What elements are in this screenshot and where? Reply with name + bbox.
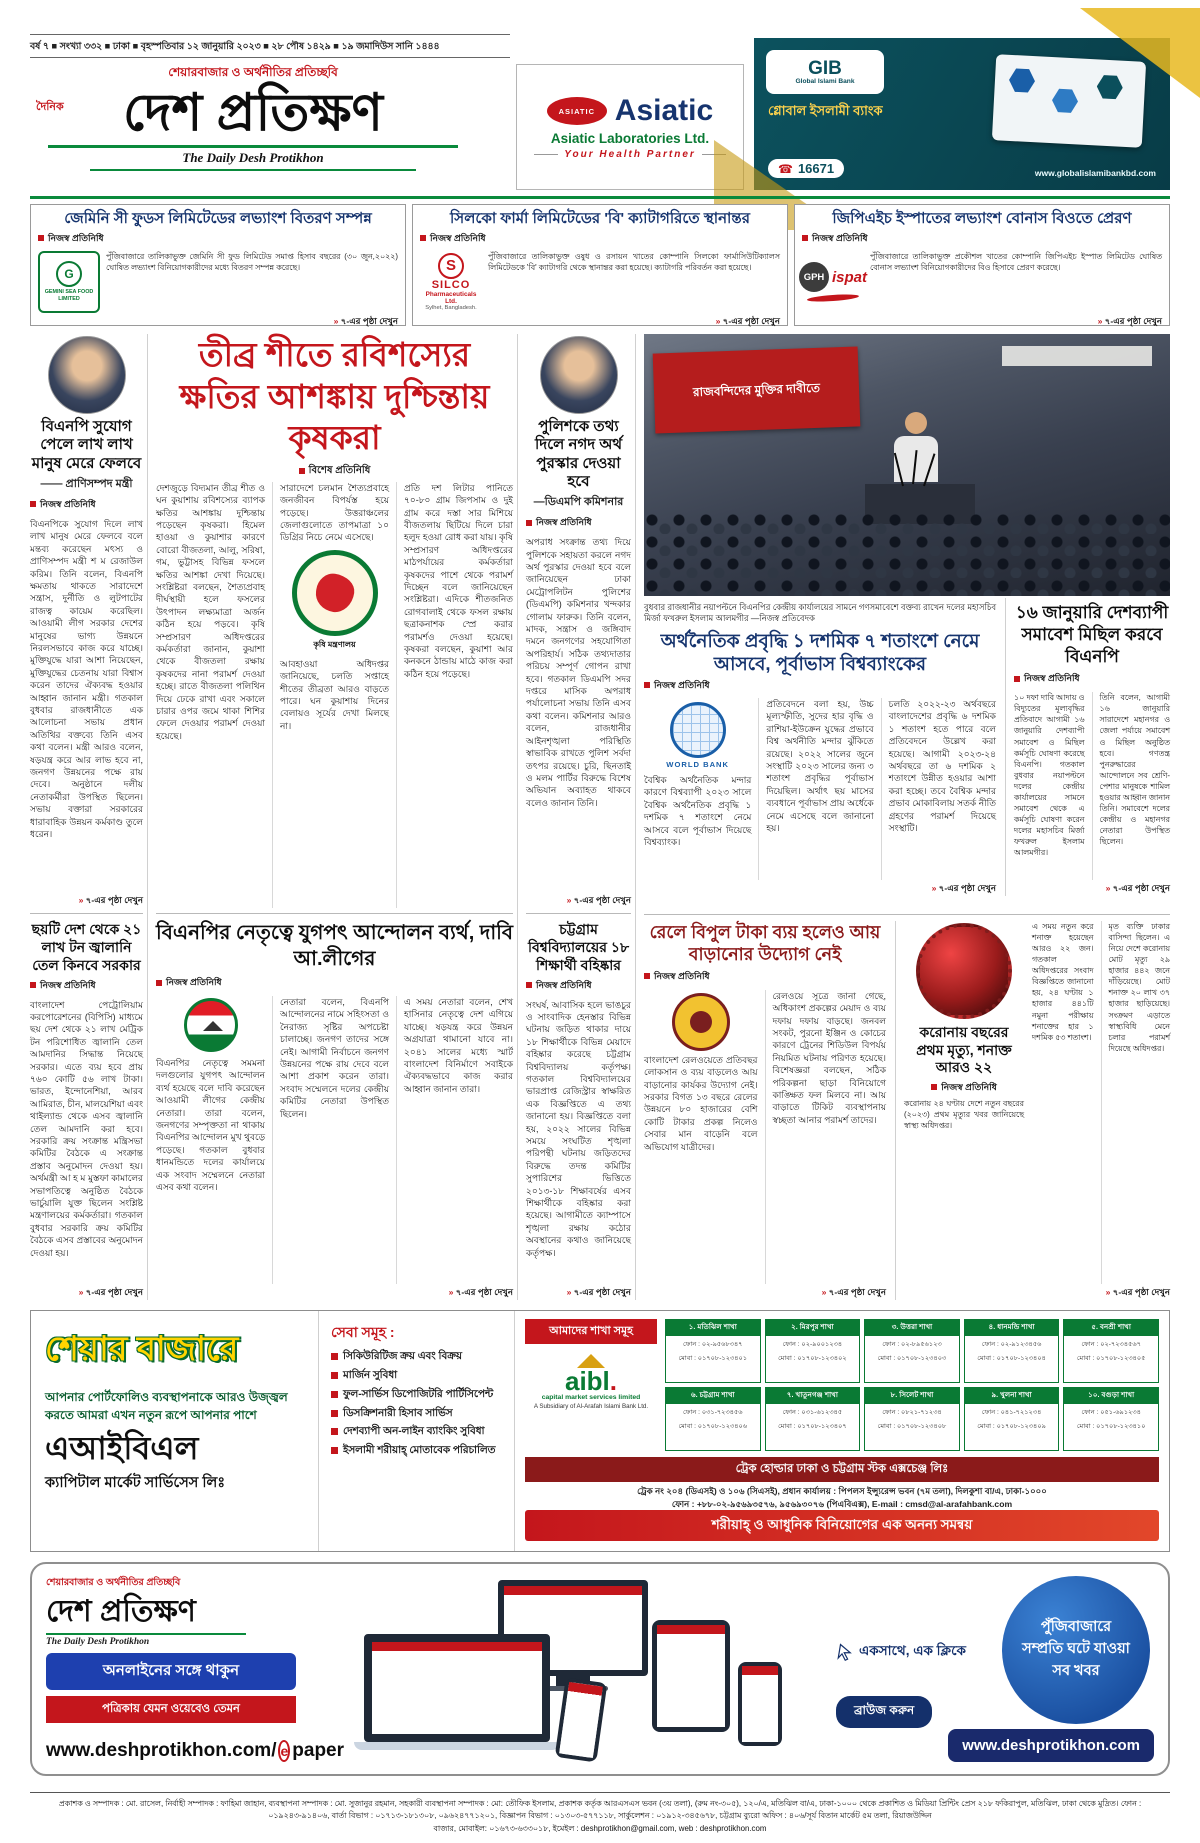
service-item: ফুল-সার্ভিস ডিপোজিটরি পার্টিসিপেন্ট bbox=[331, 1389, 502, 1402]
article-corona bbox=[895, 921, 1170, 1300]
photo-and-articles bbox=[644, 334, 1170, 908]
byline: নিজস্ব প্রতিনিধি bbox=[30, 978, 143, 993]
brief-headline: জেমিনি সী ফুডস লিমিটেডের লভ্যাংশ বিতরণ সম্পন্ন bbox=[64, 210, 372, 227]
aibl-brand-bn: এআইবিএল bbox=[45, 1430, 199, 1466]
byline: নিজস্ব প্রতিনিধি bbox=[420, 231, 780, 246]
masthead-title: দৈনিক দেশ প্রতিক্ষণ bbox=[36, 84, 383, 142]
silco-pharma-logo: S SILCO Pharmaceuticals Ltd. Sylhet, Bangladesh. bbox=[420, 251, 482, 313]
worldbank-col-1: WORLD BANK বৈশ্বিক অর্থনৈতিক মন্দার কারণে বিশ্বব্যাপী ২০২৩ সালে বৈশ্বিক অর্থনৈতিক প্রবৃদ্ধি ১ দশমিক ৭ শতাংশে নেমে আসবে বলে পূর্বাভাস দিয়েছে বিশ্বব্যাংক। bbox=[644, 698, 751, 880]
service-item: সিকিউরিটিজ ক্রয় এবং বিক্রয় bbox=[331, 1351, 502, 1364]
photo-caption: বুধবার রাজধানীর নয়াপল্টনে বিএনপির কেন্দ্রীয় কার্যালয়ের সামনে গণসমাবেশে বক্তব্য রাখেন দলের মহাসচিব মির্জা ফখরুল ইসলাম আলমগীর —নিজস্ব প্রতিবেদক bbox=[644, 602, 996, 624]
article-body: বাংলাদেশ পেট্রোলিয়াম করপোরেশনের (বিপিসি) মাধ্যমে ছয় দেশ থেকে ২১ লাখ মেট্রিক টন পরিশোধিত জ্বালানি তেল আমদানির সিদ্ধান্ত নিয়েছে সরকার। এতে ব্যয় হবে প্রায় ৭৬০ কোটি ৫৬ লাখ টাকা। ভারত, ইন্দোনেশিয়া, আরব আমিরাত, চীন, মালয়েশিয়া এবং থাইল্যান্ড থেকে এসব জ্বালানি তেল আমদানি করা হবে। সরকারি ক্রয় সংক্রান্ত মন্ত্রিসভা কমিটির বৈঠকে এ সংক্রান্ত প্রস্তাব অনুমোদন দেওয়া হয়। অর্থমন্ত্রী আ হ ম মুস্তফা কামালের সভাপতিত্বে অনুষ্ঠিত বৈঠকে ভার্চুয়ালি যুক্ত ছিলেন সংশ্লিষ্ট মন্ত্রণালয়ের কর্মকর্তারা। গতকাল বুধবার সরকারি ক্রয় কমিটির বৈঠকে এসব প্রস্তাবের অনুমোদন দেওয়া হয়। bbox=[30, 999, 143, 1258]
bullet-square-icon bbox=[331, 1391, 338, 1398]
services-title: সেবা সমূহ : bbox=[331, 1324, 395, 1340]
see-page-7-link[interactable]: » ৭-এর পৃষ্ঠা দেখুন bbox=[448, 1287, 513, 1297]
epaper-url-link[interactable]: www.deshprotikhon.com/ e paper bbox=[46, 1740, 345, 1761]
byline-bullet-icon bbox=[644, 973, 650, 979]
dateline: বর্ষ ৭ ■ সংখ্যা ৩৩২ ■ ঢাকা ■ বৃহস্পতিবার ১২ জানুয়ারি ২০২৩ ■ ২৮ পৌষ ১৪২৯ ■ ১৯ জমাদিউস সানি ১৪৪৪ bbox=[30, 34, 510, 58]
worldbank-col-3: চলতি ২০২২-২৩ অর্থবছরে বাংলাদেশের প্রবৃদ্ধি ৬ দশমিক ১ শতাংশ হতে পারে বলে প্রতিবেদনে উল্লেখ করা হয়েছে। আগামী ২০২৩-২৪ অর্থবছরে তা ৬ দশমিক ২ শতাংশে উন্নীত হওয়ার আশা করা হচ্ছে। তবে বৈশ্বিক মন্দার প্রভাব মোকাবিলায় সতর্ক নীতি গ্রহণের পরামর্শ দিয়েছে সংস্থাটি। bbox=[881, 698, 996, 880]
aibl-slogan-banner: শরীয়াহ্ ও আধুনিক বিনিয়োগের এক অনন্য সমন্বয় bbox=[525, 1510, 1159, 1541]
middle-narrow-column bbox=[517, 334, 631, 1300]
imprint-line-1: প্রকাশক ও সম্পাদক : মো. রাসেল, নির্বাহী সম্পাদক : ফাহিমা জাহান, ব্যবস্থাপনা সম্পাদক : মো. সুজানুর রহমান, সহকারী ব্যবস্থাপনা সম্পাদক : মো: তৌফিক ইসলাম, প্রকাশক কর্তৃক আরএসএস ভবন (৩য় তলা), (রুম নং-৩০৫), ১২০/এ, মতিঝিল বা/এ, ঢাকা-১০০০ থেকে প্রকাশিত ও মিডিয়া প্রিন্টিং প্রেস ২১৮ ফকিরাপুল, মতিঝিল, ঢাকা থেকে মুদ্রিত। ফোন : ০১৯২৪৩-৯১৪০৬, বার্তা বিভাগ : ০১৭১৩-১৮১৩০৮, ০৯৬২৪৭৭১২০১, বিজ্ঞাপন বিভাগ : ০১৩০৩-৫৭৭১১৮, সার্কুলেশন : ০১৯১২-৩৪৫৬৭৮, চট্টগ্রাম ব্যুরো অফিস : ৪০৬/সূর্য বিতান মার্কেট ৫ম তলা, রিয়াজউদ্দিন bbox=[58, 1799, 1142, 1821]
rally-banner-strip bbox=[1002, 346, 1152, 366]
see-page-7-link[interactable]: » ৭-এর পৃষ্ঠা দেখুন bbox=[78, 1287, 143, 1297]
article-attribution: —— প্রাণিসম্পদ মন্ত্রী bbox=[40, 477, 133, 490]
byline-bullet-icon bbox=[931, 1084, 937, 1090]
seal-emblem-icon bbox=[292, 550, 378, 636]
globe-icon bbox=[670, 702, 726, 758]
right-wide-column bbox=[635, 334, 1170, 1300]
asiatic-name: Asiatic bbox=[614, 94, 714, 127]
byline: নিজস্ব প্রতিনিধি bbox=[526, 978, 631, 993]
byline: নিজস্ব প্রতিনিধি bbox=[644, 969, 886, 984]
world-bank-logo: WORLD BANK bbox=[644, 702, 751, 769]
top-briefs-row bbox=[30, 204, 1170, 326]
asiatic-logo: ASIATIC bbox=[547, 97, 607, 125]
brief-gph bbox=[794, 204, 1170, 326]
byline: নিজস্ব প্রতিনিধি bbox=[644, 678, 996, 693]
article-body: বিএনপিকে সুযোগ দিলে লাখ লাখ মানুষ মেরে ফেলবে বলে মন্তব্য করেছেন মৎস্য ও প্রাণিসম্পদ মন্ত্রী শ ম র‌েজাউল করিম। তিনি বলেন, বিএনপি ক্ষমতায় থাকতে সারাদেশে সন্ত্রাস, দুর্নীতি ও লুটপাটের রাজত্ব কায়েম করেছিল। আওয়ামী লীগ সরকার দেশের মানুষের ভাগ্য উন্নয়নে নিরলসভাবে কাজ করে যাচ্ছে। মুক্তিযুদ্ধে যারা আশা নিয়েছেন, মুক্তিযুদ্ধের চেতনায় যারা বিশ্বাস করেন তাদের ঐক্যবদ্ধ হওয়ার আহ্বান জানান মন্ত্রী। গতকাল বুধবার রাজধানীতে এক আলোচনা সভায় প্রধান অতিথির বক্তব্যে তিনি এসব কথা বলেন। মন্ত্রী আরও বলেন, ষড়যন্ত্র করে আর লাভ হবে না, জনগণ উন্নয়নের পক্ষে রায় দেবে। অনুষ্ঠানে দলীয় নেতাকর্মীরা উপস্থিত ছিলেন। সভায় বক্তারা সরকারের ধারাবাহিক উন্নয়ন কর্মকাণ্ড তুলে ধরেন। bbox=[30, 518, 143, 840]
see-page-7-link[interactable]: » ৭-এর পৃষ্ঠা দেখুন bbox=[1097, 315, 1162, 326]
corona-col-2: মৃত ব্যক্তি ঢাকার বাসিন্দা ছিলেন। এ নিয়ে দেশে করোনায় মোট মৃত্যু ২৯ হাজার ৪৪২ জনে দাঁড়িয়েছে। মোট শনাক্ত ২০ লাখ ৩৭ হাজার ছাড়িয়েছে। সংক্রমণ এড়াতে স্বাস্থ্যবিধি মেনে চলার পরামর্শ দিয়েছে অধিদপ্তর। bbox=[1101, 921, 1171, 1284]
awami-league-logo bbox=[184, 998, 238, 1052]
one-click-label: একসাথে, এক ক্লিকে bbox=[836, 1640, 966, 1663]
byline-bullet-icon bbox=[1014, 676, 1020, 682]
jan16-col-1: ১০ দফা দাবি আদায় ও বিদ্যুতের মূল্যবৃদ্ধির প্রতিবাদে আগামী ১৬ জানুয়ারি দেশব্যাপী সমাবেশ ও মিছিল কর্মসূচি ঘোষণা করেছে বিএনপি। গতকাল বুধবার নয়াপল্টনে দলের কেন্দ্রীয় কার্যালয়ের সামনে সমাবেশ থেকে এ কর্মসূচি ঘোষণা করেন দলের মহাসচিব মির্জা ফখরুল ইসলাম আলমগীর। bbox=[1014, 693, 1085, 858]
aibl-capital-market-ad[interactable] bbox=[30, 1310, 1170, 1552]
masthead-divider bbox=[30, 196, 1170, 199]
jugpot-col-3: এ সময় নেতারা বলেন, শেখ হাসিনার নেতৃত্বে দেশ এগিয়ে যাচ্ছে। ষড়যন্ত্র করে উন্নয়ন অগ্রযাত্রা থামানো যাবে না। ২০৪১ সালের মধ্যে স্মার্ট বাংলাদেশ বিনির্মাণে সবাইকে ঐক্যবদ্ধভাবে কাজ করার আহ্বান জানান তারা। bbox=[396, 996, 513, 1284]
lead-byline: বিশেষ প্রতিনিধি bbox=[156, 463, 513, 480]
bullet-square-icon bbox=[331, 1447, 338, 1454]
jugpot-col-2: নেতারা বলেন, বিএনপি আন্দোলনের নামে সহিংসতা ও নৈরাজ্য সৃষ্টির অপচেষ্টা চালাচ্ছে। জনগণ তাদের সঙ্গে নেই। আগামী নির্বাচনে জনগণ উন্নয়নের পক্ষে রায় দেবে বলে আশা প্রকাশ করেন তারা। সংবাদ সম্মেলনে দলের কেন্দ্রীয় কমিটির নেতারা উপস্থিত ছিলেন। bbox=[272, 996, 389, 1284]
brief-body: পুঁজিবাজারে তালিকাভুক্ত ওষুধ ও রসায়ন খাতের কোম্পানি সিলকো ফার্মাসিউটিক্যালস লিমিটেডকে 'বি' ক্যাটাগরি থেকে স্থানান্তর করা হয়েছে। ক্যাটাগরি পরিবর্তন করা হয়েছে। bbox=[488, 251, 780, 272]
laptop-base bbox=[354, 1742, 560, 1750]
bullet-square-icon bbox=[331, 1410, 338, 1417]
article-minister bbox=[30, 334, 143, 908]
article-headline: করোনায় বছরের প্রথম মৃত্যু, শনাক্ত আরও ২২ bbox=[916, 1024, 1012, 1075]
article-headline: বিএনপি সুযোগ পেলে লাখ লাখ মানুষ মেরে ফেলবে bbox=[31, 418, 142, 472]
news-circle-badge: পুঁজিবাজারে সম্প্রতি ঘটে যাওয়া সব খবর bbox=[1002, 1576, 1150, 1724]
aibl-promo-title: শেয়ার বাজারে bbox=[45, 1330, 239, 1368]
see-page-7-link[interactable]: » ৭-এর পৃষ্ঠা দেখুন bbox=[821, 1287, 886, 1297]
gib-name-bn: গ্লোবাল ইসলামী ব্যাংক bbox=[768, 103, 883, 118]
article-fuel bbox=[30, 913, 143, 1300]
corona-col-1: এ সময় নতুন করে শনাক্ত হয়েছেন আরও ২২ জন। গতকাল অধিদপ্তরের সংবাদ বিজ্ঞপ্তিতে জানানো হয়, ২৪ ঘণ্টায় ১ হাজার ৪৪১টি নমুনা পরীক্ষায় শনাক্তের হার ১ দশমিক ৫৩ শতাংশ। bbox=[1032, 922, 1094, 1042]
byline: নিজস্ব প্রতিনিধি bbox=[38, 231, 398, 246]
masthead-tagline: শেয়ারবাজার ও অর্থনীতির প্রতিচ্ছবি bbox=[168, 65, 338, 79]
jan16-col-2: তিনি বলেন, আগামী ১৬ জানুয়ারি সারাদেশে মহানগর ও জেলা পর্যায়ে সমাবেশ ও মিছিল অনুষ্ঠিত হবে। গণতন্ত্র পুনরুদ্ধারের আন্দোলনে সব শ্রেণি-পেশার মানুষকে শামিল হওয়ার আহ্বান জানান তিনি। সমাবেশে দলের কেন্দ্রীয় ও মহানগর নেতারা উপস্থিত ছিলেন। bbox=[1092, 692, 1171, 880]
brief-body: পুঁজিবাজারে তালিকাভুক্ত প্রকৌশল খাতের কোম্পানি জিপিএইচ ইস্পাত লিমিটেড ঘোষিত বোনাস লভ্যাংশ বিনিয়োগকারীদের বিও হিসাবে প্রেরণ করেছে। bbox=[870, 251, 1162, 272]
gib-url[interactable]: www.globalislamibankbd.com bbox=[1034, 168, 1156, 178]
byline-bullet-icon bbox=[644, 682, 650, 688]
services-list bbox=[331, 1351, 502, 1458]
agriculture-ministry-seal bbox=[280, 550, 389, 652]
service-item: দেশব্যাপী অন-লাইন ব্যাংকিং সুবিধা bbox=[331, 1426, 502, 1439]
article-body-columns bbox=[156, 996, 513, 1284]
byline-bullet-icon bbox=[526, 982, 532, 988]
bottom-right-articles bbox=[644, 914, 1170, 1300]
asiatic-company: Asiatic Laboratories Ltd. bbox=[550, 131, 710, 146]
divider bbox=[534, 154, 558, 155]
bullet-square-icon bbox=[331, 1372, 338, 1379]
tablet-mockup bbox=[652, 1620, 730, 1732]
dmp-commissioner-photo bbox=[540, 336, 618, 414]
article-headline: ছয়টি দেশ থেকে ২১ লাখ টন জ্বালানি তেল কিনবে সরকার bbox=[31, 921, 142, 974]
byline-bullet-icon bbox=[30, 982, 36, 988]
branch-box: ৪. ধানমন্ডি শাখা ফোন : ০২-৯১২৩৪৫৬ মোবা : ০১৭০৮-১২৩৪০৪ bbox=[964, 1319, 1060, 1383]
worldbank-article-area bbox=[644, 598, 996, 896]
service-item: ডিসক্রিশনারী হিসাব সার্ভিস bbox=[331, 1408, 502, 1421]
rail-col-2: রেলওয়ে সূত্রে জানা গেছে, অধিকাংশ প্রকল্পের মেয়াদ ও ব্যয় দফায় দফায় বাড়ছে। জনবল সংকট, পুরনো ইঞ্জিন ও কোচের কারণে ট্রেনের শিডিউল বিপর্যয় নিয়মিত ঘটনায় পরিণত হয়েছে। বিশেষজ্ঞরা বলছেন, সঠিক পরিকল্পনা ছাড়া বিনিয়োগে কাঙ্ক্ষিত ফল মিলবে না। আয় বাড়াতে টিকিট ব্যবস্থাপনায় স্বচ্ছতা আনার পরামর্শ তাদের। bbox=[765, 990, 887, 1284]
promo-left bbox=[46, 1576, 345, 1762]
gib-bank-ad-banner[interactable] bbox=[754, 38, 1170, 190]
aibl-promo-panel bbox=[31, 1311, 319, 1551]
branch-box: ৭. খাতুনগঞ্জ শাখা ফোন : ০৩১-৬১২৩৪৫ মোবা : ০১৭০৮-১২৩৪০৭ bbox=[765, 1387, 861, 1451]
imprint-footer bbox=[30, 1792, 1170, 1835]
article-ctg bbox=[526, 913, 631, 1300]
article-lead bbox=[156, 334, 513, 908]
rally-banner: রাজবন্দিদের মুক্তির দাবীতে bbox=[653, 346, 861, 433]
see-page-7-link[interactable]: » ৭-এর পৃষ্ঠা দেখুন bbox=[566, 895, 631, 905]
article-body-columns bbox=[644, 698, 996, 880]
brief-body: পুঁজিবাজারে তালিকাভুক্ত জেমিনি সী ফুড লিমিটেড সমাপ্ত হিসাব বছরের (৩০ জুন,২০২২) ঘোষিত লভ্যাংশ বিনিয়োগকারীদের মধ্যে বিতরণ সম্পন্ন করেছে। bbox=[106, 251, 398, 272]
branch-box: ৫. বনশ্রী শাখা ফোন : ০২-৭২৩৪৫৬৭ মোবা : ০১৭০৮-১২৩৪০৫ bbox=[1063, 1319, 1159, 1383]
see-page-7-link[interactable]: » ৭-এর পৃষ্ঠা দেখুন bbox=[1105, 1287, 1170, 1297]
byline: নিজস্ব প্রতিনিধি bbox=[30, 497, 143, 512]
see-page-7-link[interactable]: » ৭-এর পৃষ্ঠা দেখুন bbox=[1105, 883, 1170, 893]
article-headline: চট্টগ্রাম বিশ্ববিদ্যালয়ের ১৮ শিক্ষার্থী বহিষ্কার bbox=[527, 921, 630, 974]
laptop-mockup bbox=[364, 1634, 550, 1742]
byline-bullet-icon bbox=[802, 235, 808, 241]
gib-logo: GIB Global Islami Bank bbox=[766, 50, 884, 94]
bullet-square-icon bbox=[331, 1428, 338, 1435]
see-page-7-link[interactable]: » ৭-এর পৃষ্ঠা দেখুন bbox=[715, 315, 780, 326]
promo-subtitle: The Daily Desh Protikhon bbox=[46, 1633, 246, 1647]
article-headline: ১৬ জানুয়ারি দেশব্যাপী সমাবেশ মিছিল করবে বিএনপি bbox=[1015, 603, 1169, 667]
article-headline: রেলে বিপুল টাকা ব্যয় হলেও আয় বাড়ানোর উদ্যোগ নেই bbox=[649, 922, 881, 965]
promo-right bbox=[836, 1576, 1154, 1762]
see-page-7-link[interactable]: » ৭-এর পৃষ্ঠা দেখুন bbox=[566, 1287, 631, 1297]
article-police bbox=[526, 334, 631, 908]
aibl-brand-sub: ক্যাপিটাল মার্কেট সার্ভিসেস লিঃ bbox=[45, 1475, 226, 1491]
bangladesh-map-icon bbox=[313, 571, 356, 614]
masthead-rule bbox=[48, 145, 458, 148]
see-page-7-link[interactable]: » ৭-এর পৃষ্ঠা দেখুন bbox=[333, 315, 398, 326]
aibl-logo-block bbox=[525, 1319, 657, 1451]
asiatic-ad-banner[interactable] bbox=[516, 64, 744, 190]
branch-box: ১. মতিঝিল শাখা ফোন : ০২-৯৫৬৮৩৪৭ মোবা : ০১৭০৮-১২৩৪০১ bbox=[665, 1319, 761, 1383]
phone-icon: ☎ bbox=[778, 161, 793, 176]
bangladesh-railway-logo bbox=[672, 993, 730, 1051]
lead-col-3: প্রতি দশ লিটার পানিতে ৭০-৮০ গ্রাম জিপসাম ও দুই গ্রাম করে দস্তা সার মিশিয়ে বীজতলায় ছিটিয়ে দিলে চারা হলুদ হওয়া রোধ করা যায়। কৃষি সম্প্রসারণ অধিদপ্তরের মাঠপর্যায়ের কর্মকর্তারা কৃষকদের পাশে থেকে পরামর্শ দিচ্ছেন বলে জানিয়েছেন সংশ্লিষ্টরা। এদিকে শীতজনিত রোগবালাই থেকে ফসল রক্ষায় ছত্রাকনাশক স্প্রে করার পরামর্শও দেওয়া হয়েছে। কৃষকরা বলছেন, কুয়াশা আর কনকনে ঠান্ডায় মাঠে কাজ করা কঠিন হয়ে পড়েছে। bbox=[396, 482, 513, 908]
article-body-columns bbox=[644, 990, 886, 1284]
devices-collage bbox=[348, 1576, 826, 1762]
byline-bullet-icon bbox=[30, 501, 36, 507]
byline-bullet-icon bbox=[156, 980, 162, 986]
asiatic-tagline: Your Health Partner bbox=[564, 149, 696, 160]
article-headline: বিএনপির নেতৃত্বে যুগপৎ আন্দোলন ব্যর্থ, দাবি আ.লীগের bbox=[156, 922, 513, 970]
article-rail bbox=[644, 921, 886, 1300]
byline: নিজস্ব প্রতিনিধি bbox=[526, 515, 631, 530]
corona-headline-area bbox=[904, 921, 1024, 1284]
hexagon-icon bbox=[1096, 73, 1123, 100]
branch-box: ৯. খুলনা শাখা ফোন : ০৪১-৭২১২৩৪ মোবা : ০১৭০৮-১২৩৪০৯ bbox=[964, 1387, 1060, 1451]
service-item: মার্জিন সুবিধা bbox=[331, 1370, 502, 1383]
web-banner: পত্রিকায় যেমন ওয়েবেও তেমন bbox=[46, 1696, 296, 1723]
rail-col-1: বাংলাদেশ রেলওয়েতে প্রতিবছর লোকসান ও ব্যয় বাড়লেও আয় বাড়ানোর কার্যকর উদ্যোগ নেই। সরকার বিগত ১৩ বছরে রেলের উন্নয়নে ৮০ হাজারের বেশি কোটি টাকার প্রকল্প নিলেও সেবার মান বাড়েনি বলে অভিযোগ যাত্রীদের। bbox=[644, 990, 758, 1284]
epaper-promo-banner[interactable] bbox=[30, 1562, 1170, 1776]
lead-col-1: দেশজুড়ে বিদ্যমান তীব্র শীত ও ঘন কুয়াশায় রবিশস্যের ব্যাপক ক্ষতির আশঙ্কায় দুশ্চিন্তায় পড়েছেন কৃষকরা। হিমেল হাওয়া ও কুয়াশার কারণে বোরো বীজতলা, আলু, সরিষা, গম, ভুট্টাসহ বিভিন্ন ফসলে ক্ষতির আশঙ্কা দেখা দিয়েছে। সংশ্লিষ্টরা বলছেন, শৈত্যপ্রবাহ দীর্ঘস্থায়ী হলে ফসলের উৎপাদন লক্ষ্যমাত্রা অর্জন কঠিন হয়ে পড়বে। কৃষি সম্প্রসারণ অধিদপ্তরের কর্মকর্তারা জানান, কুয়াশা থেকে বীজতলা রক্ষায় কৃষকদের নানা পরামর্শ দেওয়া হচ্ছে। রাতে বীজতলা পলিথিন দিয়ে ঢেকে রাখা এবং সকালে চারার ওপর জমে থাকা শিশির ফেলে দেওয়ার পরামর্শ দেওয়া হয়েছে। bbox=[156, 482, 265, 741]
byline: নিজস্ব প্রতিনিধি bbox=[156, 975, 513, 990]
worldbank-col-2: প্রতিবেদনে বলা হয়, উচ্চ মূল্যস্ফীতি, সুদের হার বৃদ্ধি ও রাশিয়া-ইউক্রেন যুদ্ধের প্রভাবে বিশ্ব অর্থনীতি মন্দার ঝুঁকিতে রয়েছে। ২০২২ সালের জুনে সংস্থাটি ২০২৩ সালের জন্য ৩ শতাংশ প্রবৃদ্ধির পূর্বাভাস দিয়েছিল। অর্থাৎ ছয় মাসের ব্যবধানে পূর্বাভাস প্রায় অর্ধেকে নেমে এসেছে বলে জানানো হয়। bbox=[758, 698, 873, 880]
promo-masthead: দেশ প্রতিক্ষণ bbox=[46, 1595, 196, 1628]
trek-holder-banner: ট্রেক হোল্ডার ঢাকা ও চট্টগ্রাম স্টক এক্সচেঞ্জ লিঃ bbox=[525, 1457, 1159, 1482]
aibl-logo: aibl. capital market services limited A Subsidiary of Al-Arafah Islami Bank Ltd. bbox=[534, 1354, 648, 1410]
brief-gemini bbox=[30, 204, 406, 326]
promo-tagline: শেয়ারবাজার ও অর্থনীতির প্রতিচ্ছবি bbox=[46, 1577, 181, 1588]
article-headline: অর্থনৈতিক প্রবৃদ্ধি ১ দশমিক ৭ শতাংশে নেমে আসবে, পূর্বাভাস বিশ্বব্যাংকের bbox=[660, 629, 980, 674]
bnp-rally-photo bbox=[644, 334, 1170, 596]
brief-silco bbox=[412, 204, 788, 326]
browse-button[interactable]: ব্রাউজ করুন bbox=[836, 1696, 932, 1728]
byline-bullet-icon bbox=[420, 235, 426, 241]
byline: নিজস্ব প্রতিনিধি bbox=[904, 1080, 1024, 1095]
jugpot-col-1: বিএনপির নেতৃত্বে সমমনা দলগুলোর যুগপৎ আন্দোলন ব্যর্থ হয়েছে বলে দাবি করেছেন আওয়ামী লীগের কেন্দ্রীয় নেতারা। তারা বলেন, জনগণের সম্পৃক্ততা না থাকায় বিএনপির আন্দোলন মুখ থুবড়ে পড়েছে। গতকাল বুধবার ধানমন্ডিতে দলের কার্যালয়ে এক সংবাদ সম্মেলনে নেতারা এসব কথা বলেন। bbox=[156, 996, 265, 1284]
branch-box: ৩. উত্তরা শাখা ফোন : ০২-৮৯৫৬১২৩ মোবা : ০১৭০৮-১২৩৪০৩ bbox=[864, 1319, 960, 1383]
lead-body-columns bbox=[156, 482, 513, 908]
article-attribution: —ডিএমপি কমিশনার bbox=[533, 496, 624, 509]
article-jugpot bbox=[156, 913, 513, 1300]
hexagon-icon bbox=[1051, 87, 1078, 114]
lead-headline: তীব্র শীতে রবিশস্যের ক্ষতির আশঙ্কায় দুশ্চিন্তায় কৃষকরা bbox=[179, 336, 490, 457]
corona-col-0: করোনায় ২৪ ঘণ্টায় দেশে নতুন বছরের (২০২৩) প্রথম মৃত্যুর খবর জানিয়েছে স্বাস্থ্য অধিদপ্তর। bbox=[904, 1098, 1024, 1130]
gph-ispat-logo: GPH ispat bbox=[802, 251, 864, 313]
article-headline: পুলিশকে তথ্য দিলে নগদ অর্থ পুরস্কার দেওয়া হবে bbox=[534, 418, 623, 490]
hand-cursor-icon bbox=[836, 1643, 854, 1661]
left-column bbox=[30, 334, 143, 1300]
byline: নিজস্ব প্রতিনিধি bbox=[802, 231, 1162, 246]
masthead-rule2 bbox=[90, 169, 416, 171]
seal-caption: কৃষি মন্ত্রণালয় bbox=[313, 639, 356, 649]
coronavirus-icon bbox=[916, 923, 1012, 1019]
hexagon-icon bbox=[1008, 67, 1035, 94]
article-body: সংঘর্ষ, আবাসিক হলে ভাঙচুর ও সাংবাদিক হেনস্তার বিভিন্ন ঘটনায় জড়িত থাকার দায়ে ১৮ শিক্ষার্থীকে বিভিন্ন মেয়াদে বহিষ্কার করেছে চট্টগ্রাম বিশ্ববিদ্যালয় কর্তৃপক্ষ। গতকাল বিশ্ববিদ্যালয়ের ভারপ্রাপ্ত রেজিস্ট্রার স্বাক্ষরিত এক বিজ্ঞপ্তিতে এ তথ্য জানানো হয়। বিজ্ঞপ্তিতে বলা হয়, ২০২২ সালের বিভিন্ন সময়ে সংঘটিত শৃঙ্খলা পরিপন্থী ঘটনায় জড়িতদের বিরুদ্ধে তদন্ত কমিটির সুপারিশের ভিত্তিতে ২০১৩-১৮ শিক্ষাবর্ষের এসব শিক্ষার্থীকে বহিষ্কার করা হয়েছে। আগামীতে ক্যাম্পাসে শৃঙ্খলা রক্ষায় কঠোর অবস্থানের কথাও জানিয়েছে কর্তৃপক্ষ। bbox=[526, 999, 631, 1258]
article-body-columns bbox=[1014, 692, 1170, 880]
see-page-7-link[interactable]: » ৭-এর পৃষ্ঠা দেখুন bbox=[78, 895, 143, 905]
aibl-services-panel bbox=[319, 1311, 515, 1551]
service-item: ইসলামী শরীয়াহ্ মোতাবেক পরিচালিত bbox=[331, 1445, 502, 1458]
gib-hotline[interactable]: ☎ 16671 bbox=[768, 159, 844, 178]
byline-bullet-icon bbox=[38, 235, 44, 241]
see-page-7-link[interactable]: » ৭-এর পৃষ্ঠা দেখুন bbox=[931, 883, 996, 893]
daily-label: দৈনিক bbox=[36, 101, 64, 113]
byline-bullet-icon bbox=[526, 520, 532, 526]
brief-headline: জিপিএইচ ইস্পাতের লভ্যাংশ বোনাস বিওতে প্রেরণ bbox=[832, 210, 1132, 227]
aibl-promo-body: আপনার পোর্টফোলিও ব্যবস্থাপনাকে আরও উজ্জ্বল করতে আমরা এখন নতুন রূপে আপনার পাশে bbox=[45, 1390, 288, 1422]
aibl-contact-1: ট্রেক নং ২০৪ (ডিএসই) ও ১০৬ (সিএসই), প্রধান কার্যালয় : পিপলস ইন্স্যুরেন্স ভবন (৭ম তলা), দিলকুশা বা/এ, ঢাকা-১০০০ bbox=[637, 1486, 1047, 1497]
gemini-sea-food-logo: G GEMINI SEA FOOD LIMITED bbox=[38, 251, 100, 313]
article-body-columns bbox=[1032, 921, 1170, 1284]
crowd bbox=[644, 512, 1170, 596]
epaper-e-icon: e bbox=[278, 1740, 290, 1762]
byline: নিজস্ব প্রতিনিধি bbox=[1014, 671, 1170, 686]
minister-photo bbox=[48, 336, 126, 414]
lead-col-2: সারাদেশে চলমান শৈত্যপ্রবাহে জনজীবন বিপর্যস্ত হয়ে পড়েছে। উত্তরাঞ্চলের জেলাগুলোতে তাপমাত্রা ১০ ডিগ্রির নিচে নেমে এসেছে। কৃষি মন্ত্রণালয় আবহাওয়া অধিদপ্তর জানিয়েছে, চলতি সপ্তাহে শীতের তীব্রতা আরও বাড়তে পারে। ঘন কুয়াশায় দিনের বেলায়ও সূর্যের দেখা মিলছে না। bbox=[272, 482, 389, 908]
branch-grid bbox=[665, 1319, 1159, 1451]
brief-headline: সিলকো ফার্মা লিমিটেডের 'বি' ক্যাটাগরিতে স্থানান্তর bbox=[450, 210, 750, 227]
article-body: অপরাধ সংক্রান্ত তথ্য দিয়ে পুলিশকে সহায়তা করলে নগদ অর্থ পুরস্কার দেওয়া হবে বলে জানিয়েছেন ঢাকা মেট্রোপলিটন পুলিশের (ডিএমপি) কমিশনার খন্দকার গোলাম ফারুক। তিনি বলেন, মাদক, সন্ত্রাস ও জঙ্গিবাদ দমনে জনগণের সহযোগিতা অপরিহার্য। সঠিক তথ্যদাতার পরিচয় সম্পূর্ণ গোপন রাখা হবে। গতকাল ডিএমপি সদর দপ্তরে মাসিক অপরাধ পর্যালোচনা সভায় তিনি এসব কথা বলেন। কমিশনার আরও বলেন, রাজধানীর আইনশৃঙ্খলা পরিস্থিতি স্বাভাবিক রাখতে পুলিশ সর্বদা তৎপর রয়েছে। চুরি, ছিনতাই ও মলম পার্টির বিরুদ্ধে বিশেষ অভিযান অব্যাহত থাকবে বলেও জানান তিনি। bbox=[526, 537, 631, 808]
aibl-contact-2: ফোন : +৮৮-০২-৯৫৬৯৩৫৭৬, ৯৫৬৯৩০৭৬ (পিএবিএক্স), E-mail : cmsd@al-arafahbank.com bbox=[671, 1498, 1013, 1509]
masthead-subtitle: The Daily Desh Protikhon bbox=[182, 149, 324, 165]
aibl-right-panel bbox=[515, 1311, 1169, 1551]
gib-ad-image bbox=[992, 54, 1146, 148]
branches-title: আমাদের শাখা সমূহ bbox=[525, 1319, 657, 1344]
lead-column bbox=[147, 334, 513, 1300]
branch-box: ৬. চট্টগ্রাম শাখা ফোন : ০৩১-৭২৩৪৫৬ মোবা : ০১৭০৮-১২৩৪০৬ bbox=[665, 1387, 761, 1451]
bullet-square-icon bbox=[331, 1353, 338, 1360]
site-url-link[interactable]: www.deshprotikhon.com bbox=[948, 1729, 1154, 1762]
article-jan16 bbox=[1005, 598, 1170, 896]
branch-box: ১০. বগুড়া শাখা ফোন : ০৫১-৬৯১২৩৪ মোবা : ০১৭০৮-১২৩৪১০ bbox=[1063, 1387, 1159, 1451]
online-banner: অনলাইনের সঙ্গে থাকুন bbox=[46, 1653, 296, 1690]
masthead bbox=[30, 64, 476, 192]
imprint-line-2: বাজার, মোবাইল: ০১৬৭৩-৬৩৩০১৮, ইমেইল : deshprotikhon@gmail.com, web : deshprotikhon.com bbox=[433, 1823, 767, 1833]
phone-mockup bbox=[738, 1662, 782, 1746]
branch-box: ২. মিরপুর শাখা ফোন : ০২-৯০০১২৩৪ মোবা : ০১৭০৮-১২৩৪০২ bbox=[765, 1319, 861, 1383]
byline-bullet-icon bbox=[299, 468, 305, 474]
branch-box: ৮. সিলেট শাখা ফোন : ০৮২১-৭১২৩৪ মোবা : ০১৭০৮-১২৩৪০৮ bbox=[864, 1387, 960, 1451]
